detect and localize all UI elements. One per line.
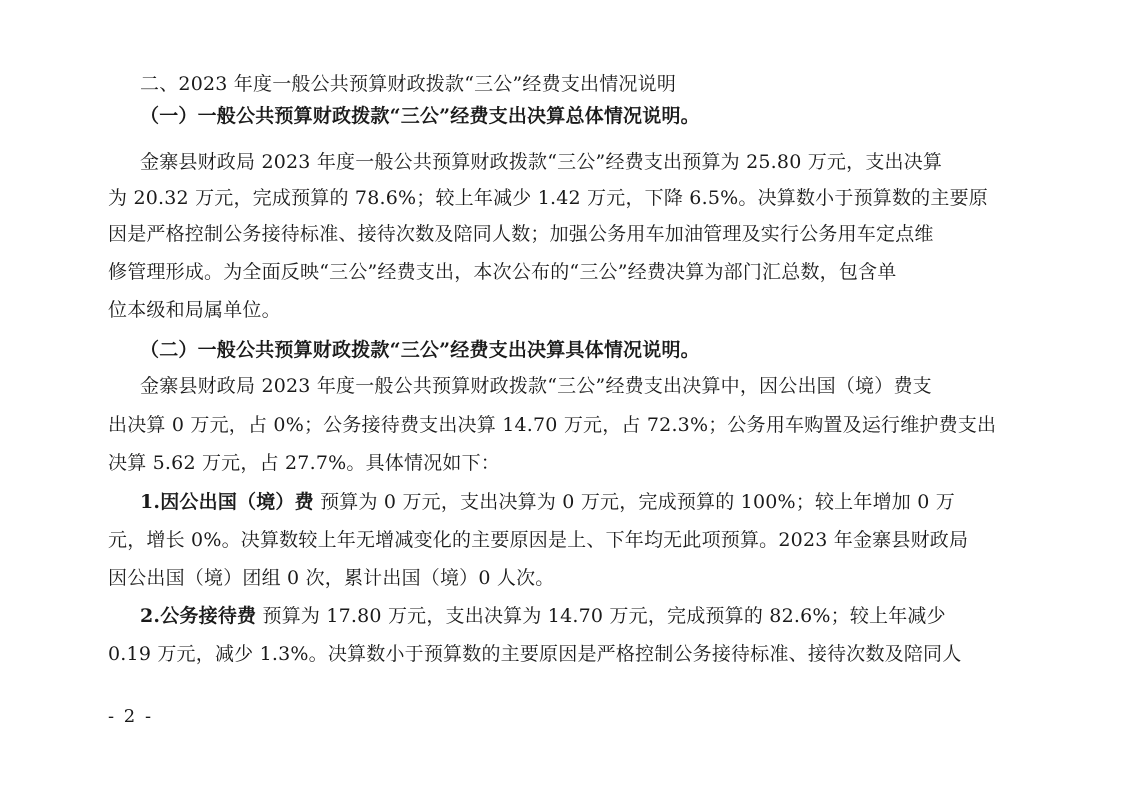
page-number: - 2 - [108,706,154,727]
subsection-2-title: （二）一般公共预算财政拨款“三公”经费支出决算具体情况说明。 [140,339,700,361]
item-2-label: 2.公务接待费 [140,605,257,627]
paragraph-line: 出决算 0 万元，占 0%；公务接待费支出决算 14.70 万元，占 72.3%；公务用车购置及运行维护费支出 [108,414,997,436]
item-1-first-line [140,490,1040,514]
item-1-text: 预算为 0 万元，支出决算为 0 万元，完成预算的 100%；较上年增加 0 万 [313,491,955,513]
paragraph-line: 位本级和局属单位。 [108,299,281,321]
paragraph-line: 元，增长 0%。决算数较上年无增减变化的主要原因是上、下年均无此项预算。2023 年金寨县财政局 [108,529,969,551]
paragraph-line: 金寨县财政局 2023 年度一般公共预算财政拨款“三公”经费支出决算中，因公出国（境）费支 [140,375,932,397]
paragraph-line: 金寨县财政局 2023 年度一般公共预算财政拨款“三公”经费支出预算为 25.80 万元，支出决算 [140,151,943,173]
item-2-text: 预算为 17.80 万元，支出决算为 14.70 万元，完成预算的 82.6%；较上年减少 [256,605,946,627]
paragraph-line: 决算 5.62 万元，占 27.7%。具体情况如下： [108,452,500,474]
paragraph-line: 为 20.32 万元，完成预算的 78.6%；较上年减少 1.42 万元，下降 6.5%。决算数小于预算数的主要原 [108,187,988,209]
section-title: 二、2023 年度一般公共预算财政拨款“三公”经费支出情况说明 [140,73,677,95]
paragraph-line: 因公出国（境）团组 0 次，累计出国（境）0 人次。 [108,567,555,589]
paragraph-line: 因是严格控制公务接待标准、接待次数及陪同人数；加强公务用车加油管理及实行公务用车定点维 [108,223,934,245]
paragraph-line: 修管理形成。为全面反映“三公”经费支出，本次公布的“三公”经费决算为部门汇总数，包含单 [108,261,897,283]
subsection-1-title: （一）一般公共预算财政拨款“三公”经费支出决算总体情况说明。 [140,105,700,127]
item-2-first-line [140,604,1040,628]
paragraph-line: 0.19 万元，减少 1.3%。决算数小于预算数的主要原因是严格控制公务接待标准、接待次数及陪同人 [108,643,962,665]
item-1-label: 1.因公出国（境）费 [140,491,314,513]
